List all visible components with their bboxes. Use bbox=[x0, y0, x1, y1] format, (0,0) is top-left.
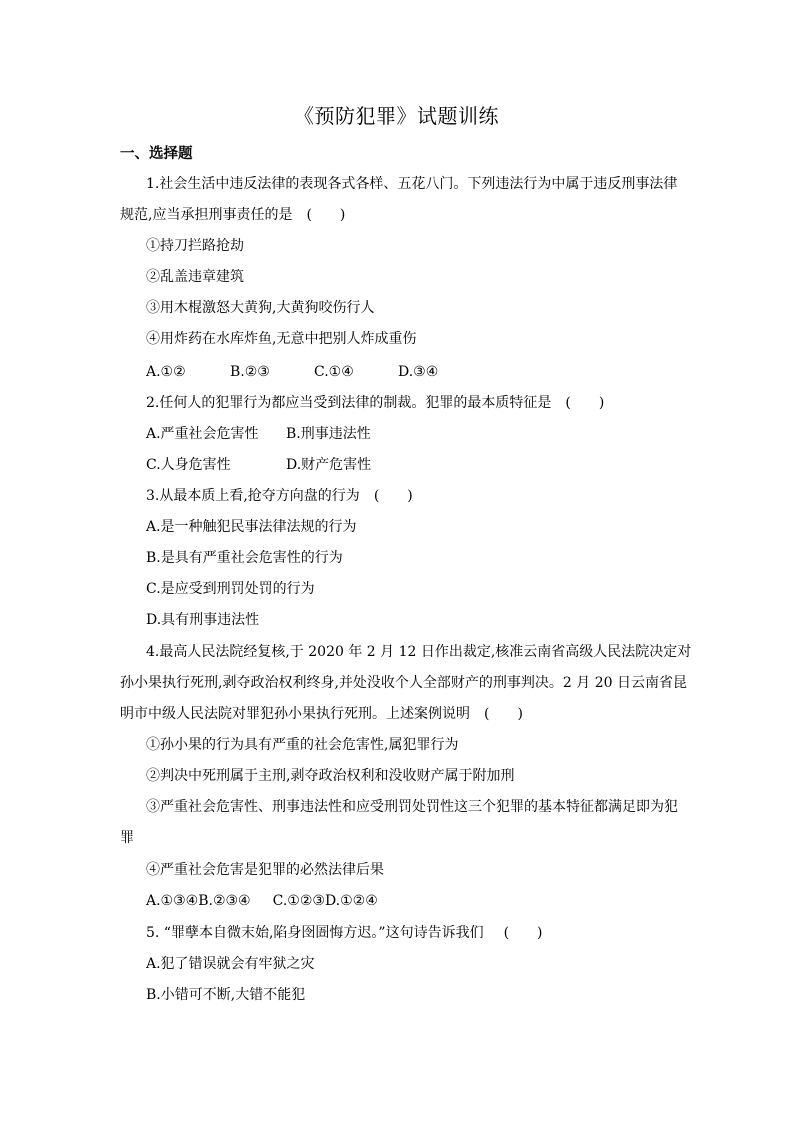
question-3-option-a: A.是一种触犯民事法律法规的行为 bbox=[146, 519, 357, 535]
question-4-stem: 4.最高人民法院经复核,于 2020 年 2 月 12 日作出裁定,核准云南省高级人民法院决定对 bbox=[146, 644, 692, 660]
question-3-stem bbox=[146, 485, 413, 507]
question-2-stem bbox=[146, 392, 604, 414]
answer-blank: ( ) bbox=[565, 395, 605, 411]
option-d: D.①②④ bbox=[324, 893, 378, 909]
option-d: D.③④ bbox=[398, 364, 439, 380]
question-3-option-b: B.是具有严重社会危害性的行为 bbox=[146, 550, 343, 566]
answer-blank: ( ) bbox=[306, 207, 346, 223]
option-b: B.②③④ bbox=[198, 893, 251, 909]
question-4-item-2: ②判决中死刑属于主刑,剥夺政治权利和没收财产属于附加刑 bbox=[146, 768, 515, 784]
option-c: C.①②③ bbox=[272, 893, 325, 909]
answer-blank: ( ) bbox=[503, 925, 543, 941]
option-c: C.人身危害性 bbox=[146, 457, 231, 473]
option-b: B.刑事违法性 bbox=[286, 426, 371, 442]
question-4-item-1: ①孙小果的行为具有严重的社会危害性,属犯罪行为 bbox=[146, 737, 459, 753]
question-4-options bbox=[146, 890, 378, 912]
question-1-item-2: ②乱盖违章建筑 bbox=[146, 269, 244, 285]
question-4-item-4: ④严重社会危害是犯罪的必然法律后果 bbox=[146, 862, 384, 878]
question-4-item-3: ③严重社会危害性、刑事违法性和应受刑罚处罚性这三个犯罪的基本特征都满足即为犯 bbox=[146, 799, 678, 815]
question-4-stem-cont-1: 孙小果执行死刑,剥夺政治权利终身,并处没收个人全部财产的刑事判决。2 月 20 日云南省昆 bbox=[120, 675, 687, 691]
question-1-item-4: ④用炸药在水库炸鱼,无意中把别人炸成重伤 bbox=[146, 331, 417, 347]
question-1-item-3: ③用木棍激怒大黄狗,大黄狗咬伤行人 bbox=[146, 300, 375, 316]
question-1-stem: 1.社会生活中违反法律的表现各式各样、五花八门。下列违法行为中属于违反刑事法律 bbox=[146, 176, 678, 192]
option-a: A.①③④ bbox=[146, 893, 199, 909]
section-heading: 一、选择题 bbox=[120, 145, 193, 162]
option-a: A.严重社会危害性 bbox=[146, 426, 259, 442]
question-5-stem bbox=[146, 922, 543, 944]
question-4-stem-text: 明市中级人民法院对罪犯孙小果执行死刑。上述案例说明 bbox=[120, 706, 470, 722]
question-1-item-1: ①持刀拦路抢劫 bbox=[146, 238, 244, 254]
question-1-stem-text: 规范,应当承担刑事责任的是 bbox=[120, 207, 293, 223]
option-c: C.①④ bbox=[314, 364, 354, 380]
question-5-option-b: B.小错可不断,大错不能犯 bbox=[146, 987, 306, 1003]
document-title: 《预防犯罪》试题训练 bbox=[294, 104, 499, 128]
question-5-stem-text: 5. “罪孽本自微末始,陷身囹圄悔方迟。”这句诗告诉我们 bbox=[146, 925, 484, 941]
question-4-item-3-cont: 罪 bbox=[120, 830, 134, 846]
option-b: B.②③ bbox=[230, 364, 270, 380]
option-a: A.①② bbox=[146, 364, 186, 380]
question-2-stem-text: 2.任何人的犯罪行为都应当受到法律的制裁。犯罪的最本质特征是 bbox=[146, 395, 552, 411]
question-3-option-d: D.具有刑事违法性 bbox=[146, 612, 260, 628]
question-2-options-row-2 bbox=[146, 454, 371, 476]
answer-blank: ( ) bbox=[484, 706, 523, 722]
question-3-option-c: C.是应受到刑罚处罚的行为 bbox=[146, 581, 315, 597]
question-5-option-a: A.犯了错误就会有牢狱之灾 bbox=[146, 956, 315, 972]
answer-blank: ( ) bbox=[373, 488, 413, 504]
question-1-stem-cont bbox=[120, 204, 345, 226]
question-2-options-row-1 bbox=[146, 423, 371, 445]
question-1-options bbox=[146, 361, 438, 383]
question-3-stem-text: 3.从最本质上看,抢夺方向盘的行为 bbox=[146, 488, 360, 504]
option-d: D.财产危害性 bbox=[286, 457, 372, 473]
question-4-stem-cont-2 bbox=[120, 703, 523, 725]
